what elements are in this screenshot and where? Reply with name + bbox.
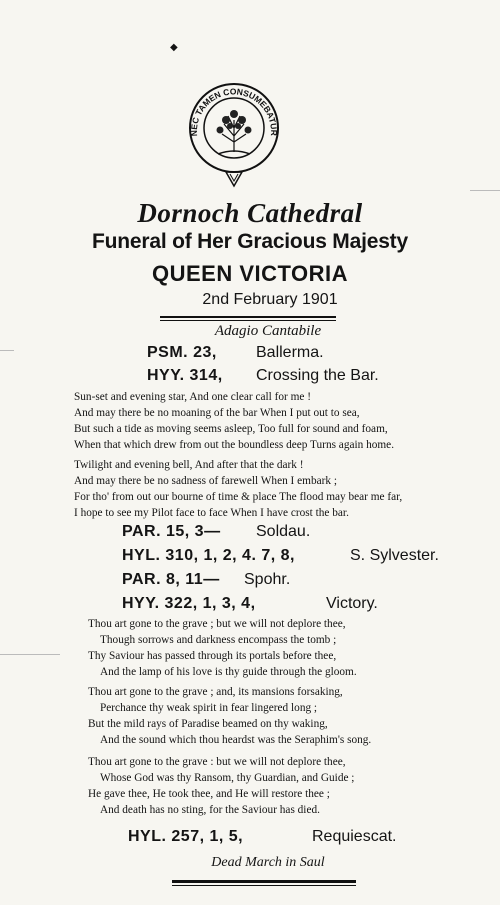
verse-line: Thy Saviour has passed through its portals before thee,	[88, 650, 337, 662]
verse-line: And the lamp of his love is thy guide through the gloom.	[100, 666, 357, 678]
par1-code: PAR. 15, 3—	[122, 523, 221, 540]
par2-code: PAR. 8, 11—	[122, 571, 220, 588]
crest-motto: NEC TAMEN CONSUMEBATUR	[188, 86, 280, 137]
page-edge-mark	[0, 350, 14, 351]
par1-heading	[122, 523, 221, 541]
verse-line: Twilight and evening bell, And after that the dark !	[74, 459, 304, 471]
hymn2-code: HYY. 322, 1, 3, 4,	[122, 595, 256, 612]
verse-line: But such a tide as moving seems asleep, Too full for sound and foam,	[74, 423, 388, 435]
psalm-code: PSM. 23,	[147, 344, 217, 361]
verse-line: And may there be no moaning of the bar When I put out to sea,	[74, 407, 360, 419]
hyl1-code: HYL. 310, 1, 2, 4. 7, 8,	[122, 547, 295, 564]
verse-line: Though sorrows and darkness encompass the tomb ;	[100, 634, 337, 646]
service-date: 2nd February 1901	[202, 291, 338, 308]
cathedral-name: Dornoch Cathedral	[137, 198, 363, 228]
par1-tune: Soldau.	[256, 523, 311, 540]
par2-tune: Spohr.	[244, 571, 291, 588]
burning-bush-crest-icon	[186, 80, 282, 192]
service-title: Funeral of Her Gracious Majesty	[92, 230, 408, 253]
hyl2-heading	[128, 828, 243, 846]
hymn2-heading	[122, 595, 256, 613]
verse-line: Perchance thy weak spirit in fear lingered long ;	[100, 702, 318, 714]
hyl2-code: HYL. 257, 1, 5,	[128, 828, 244, 845]
hymn1-heading	[147, 367, 223, 385]
verse-line: He gave thee, He took thee, and He will restore thee ;	[88, 788, 330, 800]
psalm-heading	[147, 344, 217, 362]
verse-line: And may there be no sadness of farewell When I embark ;	[74, 475, 337, 487]
service-subtitle: QUEEN VICTORIA	[151, 261, 349, 286]
page-fold-mark	[0, 654, 60, 655]
hymn1-code: HYY. 314,	[147, 367, 223, 384]
verse-line: Whose God was thy Ransom, thy Guardian, and Guide ;	[100, 772, 355, 784]
hymn1-tune: Crossing the Bar.	[256, 367, 379, 384]
verse-line: But the mild rays of Paradise beamed on thy waking,	[88, 718, 328, 730]
page-edge-mark	[470, 190, 500, 191]
divider-rule-thin	[160, 320, 336, 321]
verse-line: For tho' from out our bourne of time & place The flood may bear me far,	[74, 491, 403, 503]
hyl1-tune: S. Sylvester.	[350, 547, 439, 564]
bottom-rule	[172, 880, 356, 883]
verse-line: When that which drew from out the boundless deep Turns again home.	[74, 439, 395, 451]
psalm-tune: Ballerma.	[256, 344, 324, 361]
hyl2-tune: Requiescat.	[312, 828, 397, 845]
hymn2-tune: Victory.	[326, 595, 378, 612]
verse-line: And the sound which thou heardst was the Seraphim's song.	[100, 734, 372, 746]
verse-line: And death has no sting, for the Saviour has died.	[100, 804, 320, 816]
verse-line: I hope to see my Pilot face to face When I have crost the bar.	[74, 507, 349, 519]
tempo-marking: Adagio Cantabile	[214, 323, 322, 339]
hyl1-heading	[122, 547, 295, 565]
verse-line: Thou art gone to the grave ; but we will not deplore thee,	[88, 618, 346, 630]
divider-rule	[160, 316, 336, 318]
ink-dot: ◆	[170, 42, 178, 53]
verse-line: Thou art gone to the grave : but we will not deplore thee,	[88, 756, 346, 768]
par2-heading	[122, 571, 220, 589]
verse-line: Sun-set and evening star, And one clear call for me !	[74, 391, 312, 403]
verse-line: Thou art gone to the grave ; and, its mansions forsaking,	[88, 686, 343, 698]
closing-music: Dead March in Saul	[211, 855, 325, 870]
bottom-rule-thin	[172, 885, 356, 886]
